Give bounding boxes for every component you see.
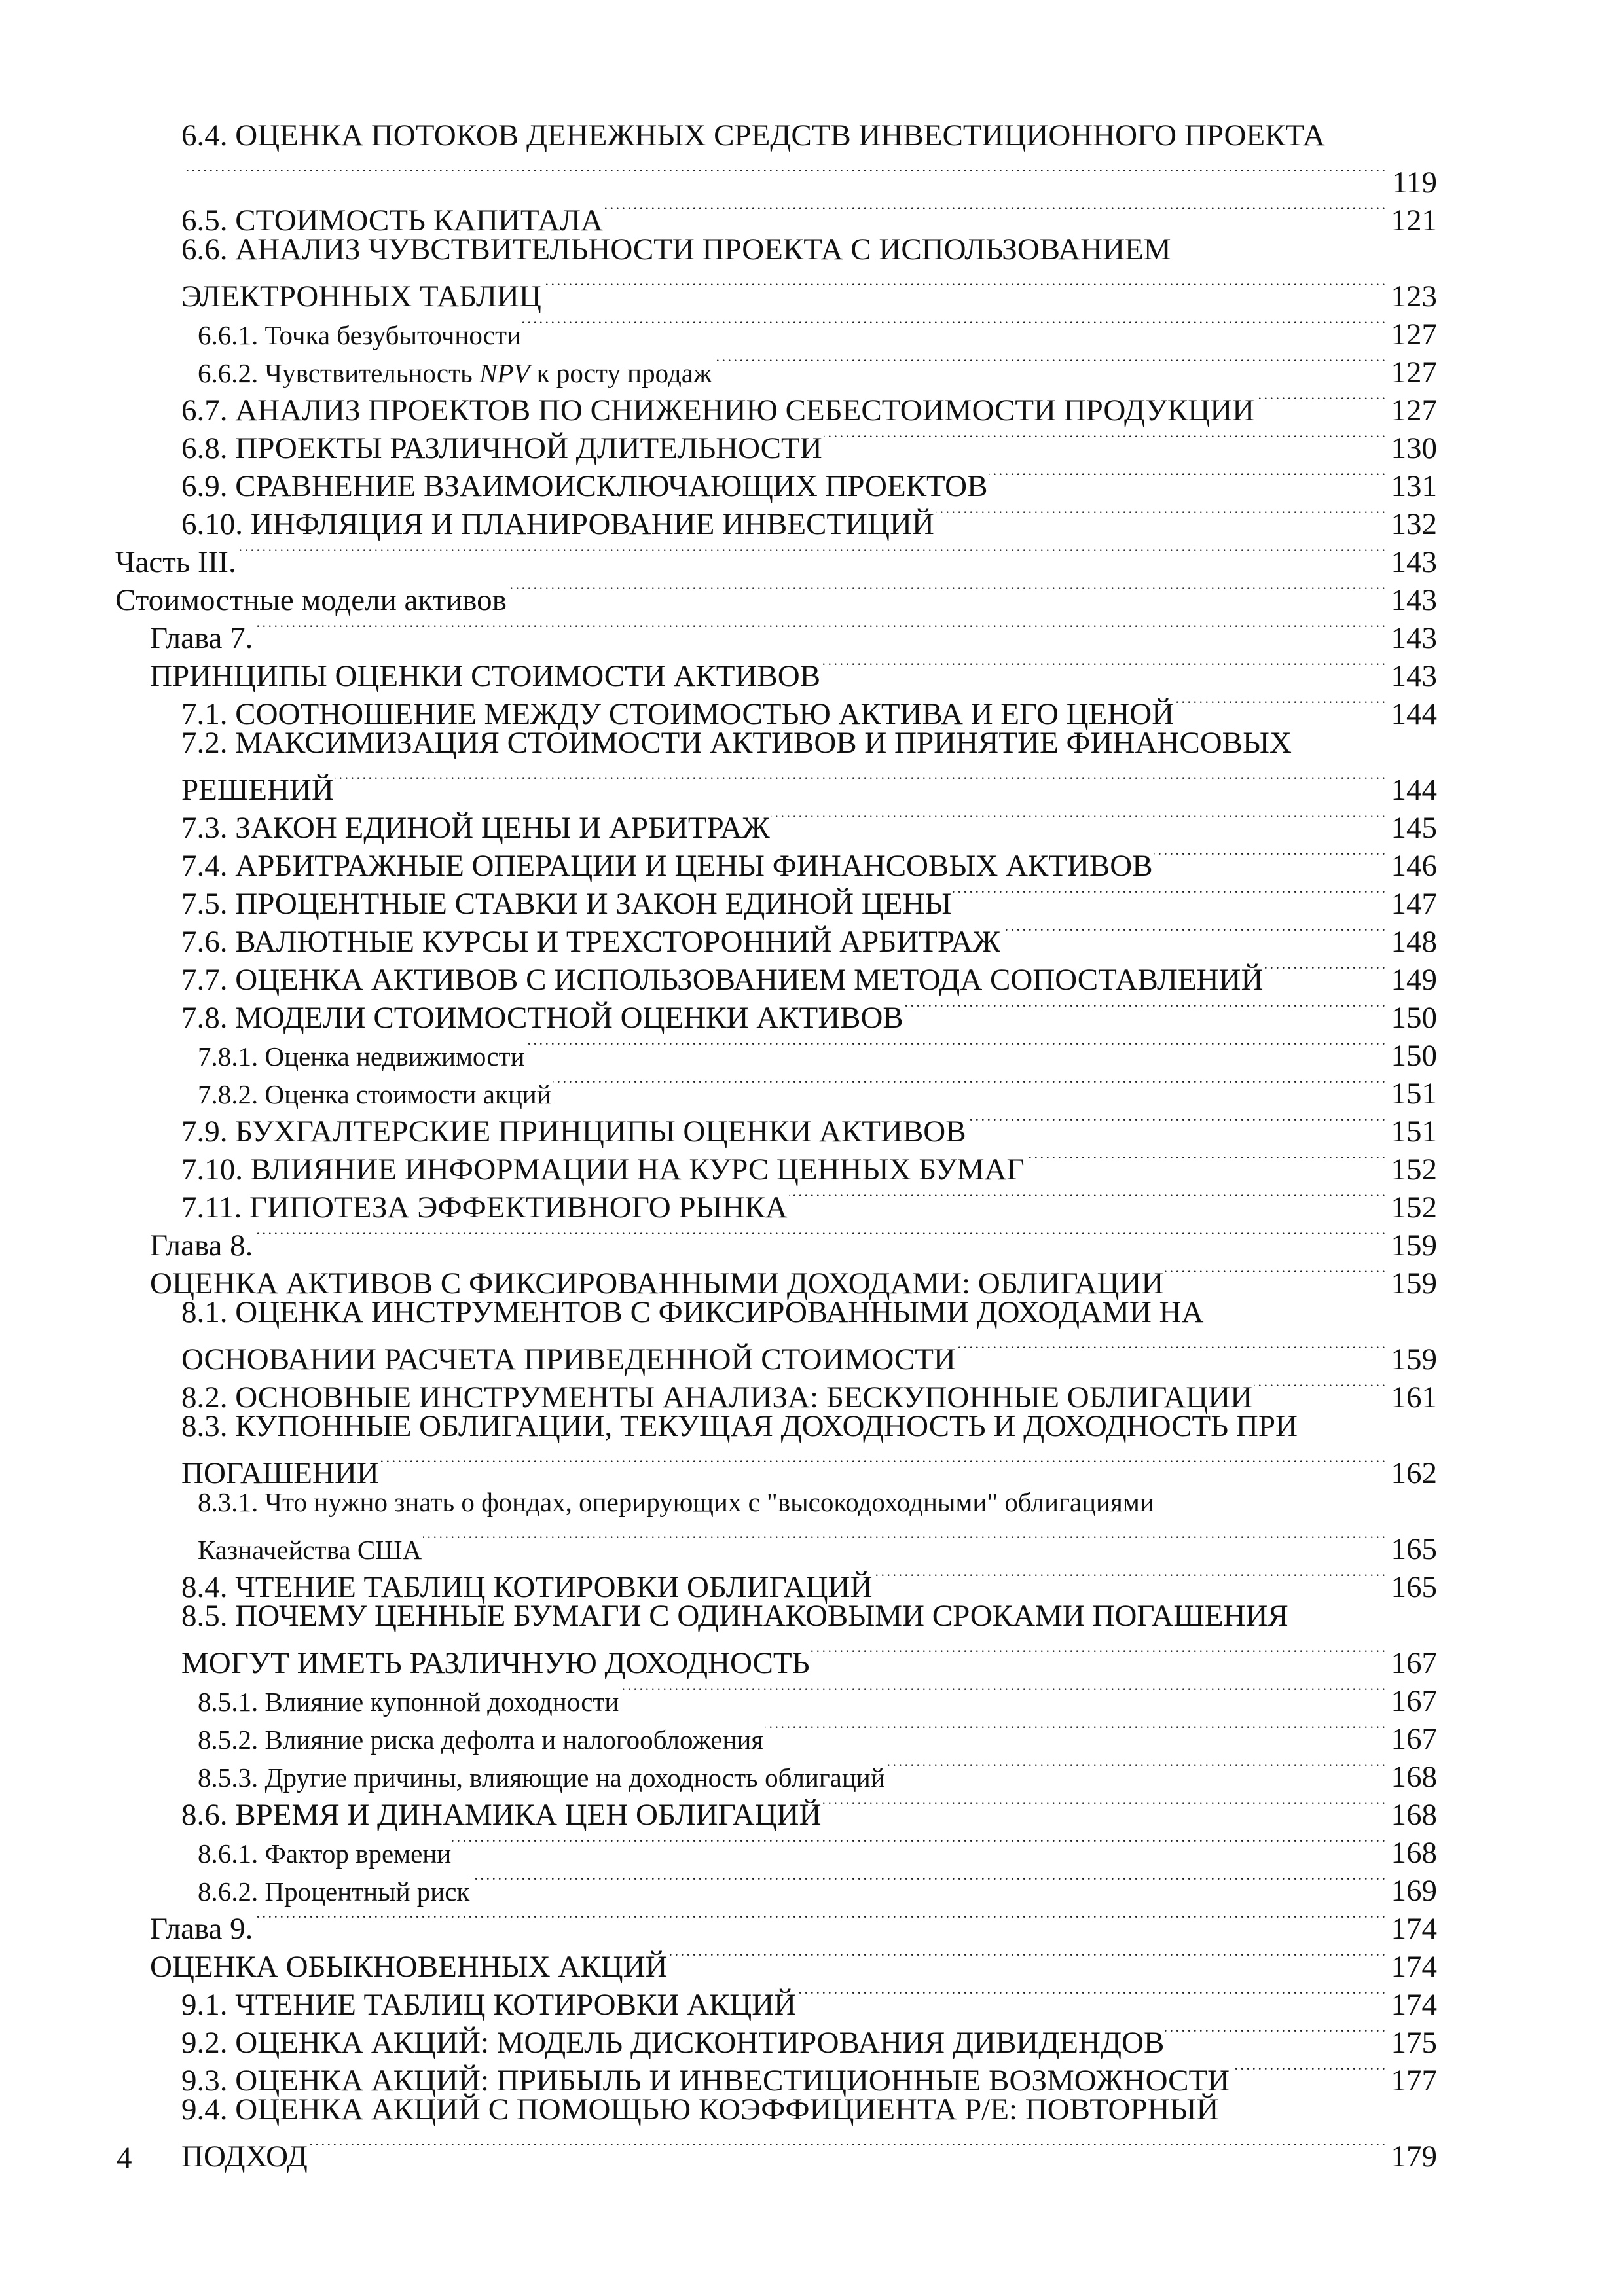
- toc-entry-page-number: 174: [1391, 1912, 1437, 1946]
- toc-entry-title: Глава 8.: [150, 1229, 253, 1263]
- toc-entry-title-line: 8.5. ПОЧЕМУ ЦЕННЫЕ БУМАГИ С ОДИНАКОВЫМИ СРОКАМИ ПОГАШЕНИЯ: [181, 1599, 1288, 1633]
- toc-entry-page-number: 130: [1391, 431, 1437, 465]
- dot-leader: [335, 762, 1385, 800]
- dot-leader: [957, 1331, 1385, 1369]
- dot-leader: [822, 648, 1385, 686]
- toc-entry-title-line: 6.6. АНАЛИЗ ЧУВСТВИТЕЛЬНОСТИ ПРОЕКТА С ИСПОЛЬЗОВАНИЕМ: [181, 232, 1171, 266]
- toc-entry-title: ОСНОВАНИИ РАСЧЕТА ПРИВЕДЕННОЙ СТОИМОСТИ: [181, 1342, 956, 1376]
- toc-entry-page-number: 174: [1391, 1950, 1437, 1984]
- toc-entry-page-number: 121: [1391, 204, 1437, 238]
- toc-entry-title: 6.5. СТОИМОСТЬ КАПИТАЛА: [181, 204, 603, 238]
- toc-entry-page-number: 123: [1391, 279, 1437, 314]
- toc-entry-title: Казначейства США: [198, 1535, 422, 1565]
- dot-leader: [543, 268, 1385, 306]
- dot-leader: [1165, 2015, 1385, 2053]
- toc-entry-title-line: 7.2. МАКСИМИЗАЦИЯ СТОИМОСТИ АКТИВОВ И ПРИНЯТИЕ ФИНАНСОВЫХ: [181, 726, 1292, 760]
- toc-entry-title: 7.8. МОДЕЛИ СТОИМОСТНОЙ ОЦЕНКИ АКТИВОВ: [181, 1001, 903, 1035]
- dot-leader: [936, 496, 1385, 534]
- dot-leader: [713, 344, 1385, 382]
- dot-leader: [553, 1066, 1385, 1103]
- toc-entry-title: 9.3. ОЦЕНКА АКЦИЙ: ПРИБЫЛЬ И ИНВЕСТИЦИОННЫЕ ВОЗМОЖНОСТИ: [181, 2064, 1230, 2098]
- dot-leader: [254, 610, 1385, 648]
- dot-leader: [1231, 2053, 1385, 2090]
- toc-entry-page-number: 159: [1391, 1342, 1437, 1376]
- dot-leader: [380, 1445, 1385, 1483]
- dot-leader: [522, 306, 1385, 344]
- toc-entry-title-line: 8.3. КУПОННЫЕ ОБЛИГАЦИИ, ТЕКУЩАЯ ДОХОДНОСТЬ И ДОХОДНОСТЬ ПРИ: [181, 1409, 1298, 1443]
- toc-entry-title: ОЦЕНКА АКТИВОВ С ФИКСИРОВАННЫМИ ДОХОДАМИ: ОБЛИГАЦИИ: [150, 1266, 1164, 1300]
- toc-entry-title: 6.7. АНАЛИЗ ПРОЕКТОВ ПО СНИЖЕНИЮ СЕБЕСТОИМОСТИ ПРОДУКЦИИ: [181, 393, 1255, 427]
- page-number: 4: [117, 2141, 132, 2175]
- dot-leader: [968, 1103, 1385, 1141]
- dot-leader: [1002, 914, 1385, 952]
- toc-entry-page-number: 161: [1391, 1380, 1437, 1414]
- toc-entry-title: 9.2. ОЦЕНКА АКЦИЙ: МОДЕЛЬ ДИСКОНТИРОВАНИЯ ДИВИДЕНДОВ: [181, 2026, 1165, 2060]
- toc-entry-page-number: 168: [1391, 1798, 1437, 1832]
- toc-entry-page-number: 167: [1391, 1722, 1437, 1756]
- dot-leader: [668, 1939, 1385, 1977]
- dot-leader: [1264, 952, 1385, 990]
- toc-entry-title: 9.1. ЧТЕНИЕ ТАБЛИЦ КОТИРОВКИ АКЦИЙ: [181, 1988, 797, 2022]
- toc-entry-title: 8.6.1. Фактор времени: [198, 1839, 452, 1869]
- dot-leader: [471, 1863, 1385, 1901]
- toc-entry-page-number: 143: [1391, 621, 1437, 655]
- toc-entry-page-number: 119: [1392, 166, 1437, 200]
- toc-entry-title: 7.5. ПРОЦЕНТНЫЕ СТАВКИ И ЗАКОН ЕДИНОЙ ЦЕНЫ: [181, 887, 952, 921]
- toc-entry-title: ОЦЕНКА ОБЫКНОВЕННЫХ АКЦИЙ: [150, 1950, 668, 1984]
- dot-leader: [811, 1635, 1385, 1673]
- dot-leader: [1254, 1369, 1385, 1407]
- toc-entry-page-number: 145: [1391, 811, 1437, 845]
- toc-entry-page-number: 168: [1391, 1760, 1437, 1794]
- toc-entry-page-number: 151: [1391, 1115, 1437, 1149]
- toc-entry-title: 8.6.2. Процентный риск: [198, 1876, 470, 1907]
- dot-leader: [905, 990, 1385, 1028]
- toc-entry-title: 7.1. СООТНОШЕНИЕ МЕЖДУ СТОИМОСТЬЮ АКТИВА И ЕГО ЦЕНОЙ: [181, 697, 1175, 731]
- toc-entry-page-number: 174: [1391, 1988, 1437, 2022]
- dot-leader: [452, 1825, 1385, 1863]
- toc-entry-title-part: 6.6.2. Чувствительность: [198, 358, 479, 388]
- toc-entry-title-part: к росту продаж: [530, 358, 712, 388]
- toc-entry-title: 7.7. ОЦЕНКА АКТИВОВ С ИСПОЛЬЗОВАНИЕМ МЕТОДА СОПОСТАВЛЕНИЙ: [181, 963, 1264, 997]
- toc-entry-title-line: 8.3.1. Что нужно знать о фондах, оперирующих с "высокодоходными" облигациями: [198, 1487, 1154, 1517]
- dot-leader: [183, 154, 1385, 192]
- dot-leader: [824, 420, 1385, 458]
- toc-entry-page-number: 144: [1391, 697, 1437, 731]
- toc-entry-page-number: 150: [1391, 1039, 1437, 1073]
- dot-leader: [771, 800, 1385, 838]
- toc-entry-page-number: 131: [1391, 469, 1437, 503]
- toc-entry-title: 7.6. ВАЛЮТНЫЕ КУРСЫ И ТРЕХСТОРОННИЙ АРБИТРАЖ: [181, 925, 1001, 959]
- toc-entry-title-line: 6.4. ОЦЕНКА ПОТОКОВ ДЕНЕЖНЫХ СРЕДСТВ ИНВЕСТИЦИОННОГО ПРОЕКТА: [181, 118, 1325, 152]
- dot-leader: [1256, 382, 1385, 420]
- toc-entry-title: 6.9. СРАВНЕНИЕ ВЗАИМОИСКЛЮЧАЮЩИХ ПРОЕКТОВ: [181, 469, 988, 503]
- dot-leader: [789, 1179, 1385, 1217]
- toc-entry-title: 7.3. ЗАКОН ЕДИНОЙ ЦЕНЫ И АРБИТРАЖ: [181, 811, 770, 845]
- toc-entry-title: Глава 9.: [150, 1912, 253, 1946]
- toc-entry-title: ПОГАШЕНИИ: [181, 1456, 379, 1490]
- toc-entry-page-number: 143: [1391, 659, 1437, 693]
- toc-entry-title: 8.6. ВРЕМЯ И ДИНАМИКА ЦЕН ОБЛИГАЦИЙ: [181, 1798, 822, 1832]
- toc-entry-page-number: 165: [1391, 1532, 1437, 1566]
- toc-entry-page-number: 167: [1391, 1646, 1437, 1680]
- dot-leader: [238, 534, 1385, 572]
- toc-entry-title: 7.8.1. Оценка недвижимости: [198, 1041, 525, 1071]
- toc-entry-title: 7.11. ГИПОТЕЗА ЭФФЕКТИВНОГО РЫНКА: [181, 1191, 788, 1225]
- toc-entry-title: Часть III.: [115, 545, 236, 579]
- toc-entry-title: 8.5.1. Влияние купонной доходности: [198, 1687, 619, 1717]
- dot-leader: [886, 1749, 1385, 1787]
- toc-entry-page-number: 148: [1391, 925, 1437, 959]
- toc-entry-title: 6.10. ИНФЛЯЦИЯ И ПЛАНИРОВАНИЕ ИНВЕСТИЦИЙ: [181, 507, 934, 541]
- toc-entry-page-number: 152: [1391, 1191, 1437, 1225]
- dot-leader: [1175, 686, 1385, 724]
- dot-leader: [797, 1977, 1385, 2015]
- toc-entry-title: 8.5.3. Другие причины, влияющие на доходность облигаций: [198, 1763, 885, 1793]
- toc-entry-page-number: 175: [1391, 2026, 1437, 2060]
- toc-entry-title: 7.8.2. Оценка стоимости акций: [198, 1079, 551, 1109]
- dot-leader: [526, 1028, 1385, 1066]
- dot-leader: [620, 1673, 1385, 1711]
- toc-entry-page-number: 146: [1391, 849, 1437, 883]
- toc-entry-page-number: 159: [1391, 1266, 1437, 1300]
- dot-leader: [1165, 1255, 1385, 1293]
- toc-entry-title: 6.6.1. Точка безубыточности: [198, 320, 521, 350]
- dot-leader: [423, 1521, 1385, 1559]
- toc-entry-title-emphasis: NPV: [479, 358, 530, 388]
- dot-leader: [765, 1711, 1385, 1749]
- toc-entry-page-number: 149: [1391, 963, 1437, 997]
- toc-entry-page-number: 127: [1391, 317, 1437, 351]
- toc-entry-page-number: 151: [1391, 1077, 1437, 1111]
- toc-entry-title: ПРИНЦИПЫ ОЦЕНКИ СТОИМОСТИ АКТИВОВ: [150, 659, 821, 693]
- dot-leader: [953, 876, 1385, 914]
- dot-leader: [309, 2128, 1385, 2166]
- dot-leader: [604, 192, 1385, 230]
- toc-entry-page-number: 144: [1391, 773, 1437, 807]
- toc-entry-page-number: 143: [1391, 583, 1437, 617]
- toc-entry-page-number: 162: [1391, 1456, 1437, 1490]
- dot-leader: [254, 1901, 1385, 1939]
- toc-entry-title: 7.4. АРБИТРАЖНЫЕ ОПЕРАЦИИ И ЦЕНЫ ФИНАНСОВЫХ АКТИВОВ: [181, 849, 1153, 883]
- toc-entry-page-number: 127: [1391, 355, 1437, 389]
- toc-entry-title: 8.4. ЧТЕНИЕ ТАБЛИЦ КОТИРОВКИ ОБЛИГАЦИЙ: [181, 1570, 873, 1604]
- toc-entry-page-number: 177: [1391, 2064, 1437, 2098]
- toc-entry-page-number: 179: [1391, 2140, 1437, 2174]
- dot-leader: [873, 1559, 1385, 1597]
- dot-leader: [1026, 1141, 1385, 1179]
- toc-entry-title: Стоимостные модели активов: [115, 583, 507, 617]
- dot-leader: [989, 458, 1385, 496]
- toc-entry-page-number: 143: [1391, 545, 1437, 579]
- toc-entry-title: ЭЛЕКТРОННЫХ ТАБЛИЦ: [181, 279, 541, 314]
- toc-entry-page-number: 152: [1391, 1153, 1437, 1187]
- dot-leader: [254, 1217, 1385, 1255]
- toc-entry-title: 6.8. ПРОЕКТЫ РАЗЛИЧНОЙ ДЛИТЕЛЬНОСТИ: [181, 431, 822, 465]
- toc-entry-title: Глава 7.: [150, 621, 253, 655]
- toc-entry-page-number: 168: [1391, 1836, 1437, 1870]
- toc-entry-page-number: 132: [1391, 507, 1437, 541]
- toc-entry-title: 8.2. ОСНОВНЫЕ ИНСТРУМЕНТЫ АНАЛИЗА: БЕСКУПОННЫЕ ОБЛИГАЦИИ: [181, 1380, 1253, 1414]
- toc-entry-title: ПОДХОД: [181, 2140, 308, 2174]
- toc-entry-title-line: 9.4. ОЦЕНКА АКЦИЙ С ПОМОЩЬЮ КОЭФФИЦИЕНТА P/E: ПОВТОРНЫЙ: [181, 2092, 1219, 2126]
- toc-entry-title: МОГУТ ИМЕТЬ РАЗЛИЧНУЮ ДОХОДНОСТЬ: [181, 1646, 810, 1680]
- toc-entry-page-number: 159: [1391, 1229, 1437, 1263]
- toc-entry-page-number: 167: [1391, 1684, 1437, 1718]
- toc-entry-page-number: 165: [1391, 1570, 1437, 1604]
- toc-entry-page-number: 150: [1391, 1001, 1437, 1035]
- dot-leader: [1154, 838, 1385, 876]
- toc-entry-title: 8.5.2. Влияние риска дефолта и налогообложения: [198, 1725, 764, 1755]
- toc-entry-title: 7.9. БУХГАЛТЕРСКИЕ ПРИНЦИПЫ ОЦЕНКИ АКТИВОВ: [181, 1115, 966, 1149]
- toc-entry-page-number: 147: [1391, 887, 1437, 921]
- dot-leader: [822, 1787, 1385, 1825]
- toc-entry-title-line: 8.1. ОЦЕНКА ИНСТРУМЕНТОВ С ФИКСИРОВАННЫМИ ДОХОДАМИ НА: [181, 1295, 1204, 1329]
- toc-entry-title: 7.10. ВЛИЯНИЕ ИНФОРМАЦИИ НА КУРС ЦЕННЫХ БУМАГ: [181, 1153, 1025, 1187]
- toc-entry-page-number: 127: [1391, 393, 1437, 427]
- dot-leader: [508, 572, 1385, 610]
- toc-entry-title: РЕШЕНИЙ: [181, 773, 334, 807]
- toc-entry-page-number: 169: [1391, 1874, 1437, 1908]
